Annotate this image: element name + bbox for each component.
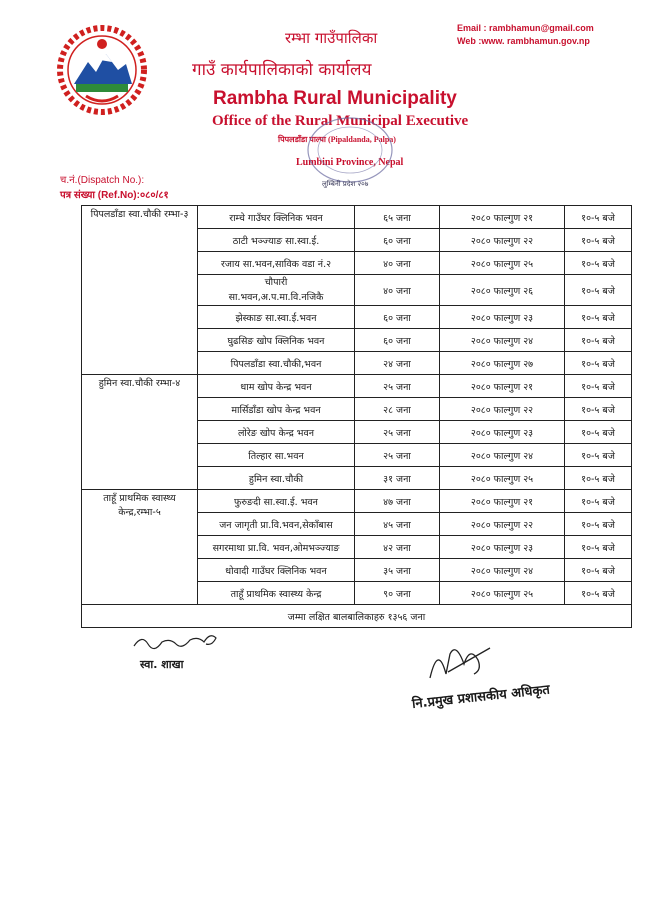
time-cell: १०-५ बजे — [565, 513, 632, 536]
time-cell: १०-५ बजे — [565, 275, 632, 306]
count-cell: ९० जना — [355, 582, 440, 605]
time-cell: १०-५ बजे — [565, 229, 632, 252]
count-cell: ४० जना — [355, 275, 440, 306]
count-cell: ४५ जना — [355, 513, 440, 536]
time-cell: १०-५ बजे — [565, 306, 632, 329]
date-cell: २०८० फाल्गुण २३ — [440, 306, 565, 329]
total-row — [82, 605, 632, 628]
time-cell: १०-५ बजे — [565, 398, 632, 421]
time-cell: १०-५ बजे — [565, 352, 632, 375]
time-cell: १०-५ बजे — [565, 375, 632, 398]
province-text: Lumbini Province, Nepal — [296, 157, 404, 168]
venue-line-2: सा.भवन,अ.प.मा.वि.नजिकै — [228, 292, 324, 303]
date-cell: २०८० फाल्गुण २५ — [440, 252, 565, 275]
office-name-en: Office of the Rural Municipal Executive — [212, 113, 469, 129]
venue-cell: पिपलडाँडा स्वा.चौकी,भवन — [198, 352, 355, 375]
table-row — [82, 206, 632, 229]
count-cell: २५ जना — [355, 444, 440, 467]
date-cell: २०८० फाल्गुण २३ — [440, 536, 565, 559]
reference-number-label: पत्र संख्या (Ref.No):०८०/८१ — [60, 190, 169, 201]
location-cell: पिपलडाँडा स्वा.चौकी रम्भा-३ — [82, 206, 198, 375]
venue-cell: घुढसिङ खोप क्लिनिक भवन — [198, 329, 355, 352]
contact-info — [457, 22, 594, 48]
date-cell: २०८० फाल्गुण २५ — [440, 582, 565, 605]
venue-cell: रजाय सा.भवन,साविक वडा नं.२ — [198, 252, 355, 275]
dispatch-number-label: च.नं.(Dispatch No.): — [60, 175, 145, 186]
time-cell: १०-५ बजे — [565, 467, 632, 490]
official-stamp — [300, 110, 400, 190]
count-cell: ६० जना — [355, 329, 440, 352]
venue-cell — [198, 275, 355, 306]
municipality-name-en: Rambha Rural Municipality — [213, 88, 457, 109]
count-cell: २५ जना — [355, 375, 440, 398]
date-cell: २०८० फाल्गुण २२ — [440, 229, 565, 252]
count-cell: ६० जना — [355, 306, 440, 329]
count-cell: ३५ जना — [355, 559, 440, 582]
venue-cell: मार्सिडाँडा खोप केन्द्र भवन — [198, 398, 355, 421]
stamp-text: लुम्बिनी प्रदेश २०७ — [322, 180, 369, 188]
vaccination-schedule-table — [81, 205, 632, 628]
office-name-np: गाउँ कार्यपालिकाको कार्यालय — [192, 60, 372, 80]
count-cell: २५ जना — [355, 421, 440, 444]
chief-officer-label: नि.प्रमुख प्रशासकीय अधिकृत — [411, 682, 551, 712]
health-section-label: स्वा. शाखा — [140, 658, 184, 671]
venue-cell: राम्चे गाउँघर क्लिनिक भवन — [198, 206, 355, 229]
venue-cell: ठाटी भञ्ज्याङ सा.स्वा.ई. — [198, 229, 355, 252]
venue-cell: जन जागृती प्रा.वि.भवन,सेकाँबास — [198, 513, 355, 536]
venue-cell: ताहूँ प्राथमिक स्वास्थ्य केन्द्र — [198, 582, 355, 605]
venue-cell: फुरुङदी सा.स्वा.ई. भवन — [198, 490, 355, 513]
time-cell: १०-५ बजे — [565, 206, 632, 229]
date-cell: २०८० फाल्गुण २४ — [440, 559, 565, 582]
time-cell: १०-५ बजे — [565, 582, 632, 605]
website-text: Web :www. rambhamun.gov.np — [457, 36, 590, 46]
count-cell: २८ जना — [355, 398, 440, 421]
count-cell: २४ जना — [355, 352, 440, 375]
venue-cell: धोवादी गाउँघर क्लिनिक भवन — [198, 559, 355, 582]
count-cell: ४० जना — [355, 252, 440, 275]
location-cell: ताहूँ प्राथमिक स्वास्थ्य केन्द्र,रम्भा-५ — [82, 490, 198, 605]
count-cell: ६० जना — [355, 229, 440, 252]
venue-cell: हुमिन स्वा.चौकी — [198, 467, 355, 490]
time-cell: १०-५ बजे — [565, 329, 632, 352]
date-cell: २०८० फाल्गुण २५ — [440, 467, 565, 490]
count-cell: ४२ जना — [355, 536, 440, 559]
office-address: पिपलडाँडा पाल्पा (Pipaldanda, Palpa) — [278, 135, 396, 144]
venue-cell: लोरेङ खोप केन्द्र भवन — [198, 421, 355, 444]
table-row — [82, 375, 632, 398]
count-cell: ४७ जना — [355, 490, 440, 513]
date-cell: २०८० फाल्गुण २१ — [440, 490, 565, 513]
date-cell: २०८० फाल्गुण २१ — [440, 375, 565, 398]
time-cell: १०-५ बजे — [565, 444, 632, 467]
location-cell: हुमिन स्वा.चौकी रम्भा-४ — [82, 375, 198, 490]
municipality-logo — [56, 24, 148, 116]
date-cell: २०८० फाल्गुण २२ — [440, 398, 565, 421]
date-cell: २०८० फाल्गुण २४ — [440, 444, 565, 467]
venue-cell: धाम खोप केन्द्र भवन — [198, 375, 355, 398]
time-cell: १०-५ बजे — [565, 421, 632, 444]
venue-line-1: चौपारी — [264, 277, 288, 288]
time-cell: १०-५ बजे — [565, 536, 632, 559]
table-row — [82, 490, 632, 513]
date-cell: २०८० फाल्गुण २३ — [440, 421, 565, 444]
time-cell: १०-५ बजे — [565, 559, 632, 582]
time-cell: १०-५ बजे — [565, 490, 632, 513]
venue-cell: झेस्काङ सा.स्वा.ई.भवन — [198, 306, 355, 329]
date-cell: २०८० फाल्गुण २४ — [440, 329, 565, 352]
count-cell: ६५ जना — [355, 206, 440, 229]
date-cell: २०८० फाल्गुण २१ — [440, 206, 565, 229]
venue-cell: सगरमाथा प्रा.वि. भवन,ओमभञ्ज्याङ — [198, 536, 355, 559]
count-cell: ३१ जना — [355, 467, 440, 490]
total-children-cell: जम्मा लक्षित बालबालिकाहरु १३५६ जना — [82, 605, 632, 628]
venue-cell: तिल्हार सा.भवन — [198, 444, 355, 467]
email-text: Email : rambhamun@gmail.com — [457, 23, 594, 33]
date-cell: २०८० फाल्गुण २७ — [440, 352, 565, 375]
municipality-name-np: रम्भा गाउँपालिका — [285, 29, 378, 47]
time-cell: १०-५ बजे — [565, 252, 632, 275]
date-cell: २०८० फाल्गुण २२ — [440, 513, 565, 536]
right-signature — [420, 634, 500, 690]
date-cell: २०८० फाल्गुण २६ — [440, 275, 565, 306]
